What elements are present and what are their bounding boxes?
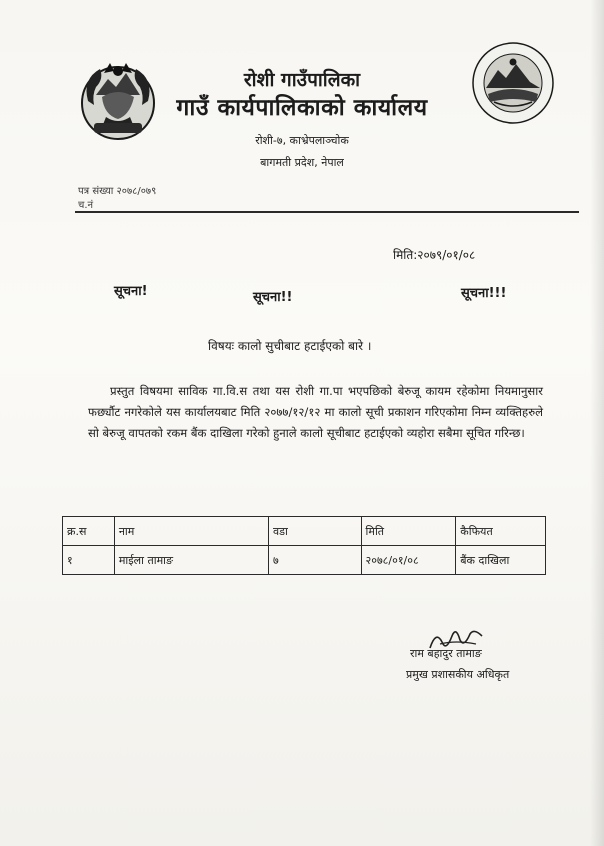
notice-label-1: सूचना! [114, 284, 148, 299]
office-name: गाउँ कार्यपालिकाको कार्यालय [176, 95, 428, 121]
records-table [62, 516, 546, 575]
municipality-name: रोशी गाउँपालिका [243, 69, 361, 91]
notice-label-2: सूचना!! [253, 290, 293, 305]
header-ward: वडा [269, 517, 362, 546]
body-text: प्रस्तुत विषयमा साविक गा.वि.स तथा यस रोशी गा.पा भएपछिको बेरुजू कायम रहेकोमा नियमानुसार फर्छ्यौट नगरेकोले यस कार्यालयबाट मिति २०७७/१२/१२ मा कालो सूची प्रकाशन गरिएकोमा निम्न व्यक्तिहरुले सो बेरुजू वापतको रकम बैंक दाखिला गरेको हुनाले कालो सूचीबाट हटाईएको व्यहोरा सबैमा सूचित गरिन्छ। [88, 384, 543, 440]
subject-line: विषयः कालो सुचीबाट हटाईएको बारे । [208, 339, 372, 353]
header-divider [75, 211, 579, 213]
header-date: मिति [361, 517, 456, 546]
header-name: नाम [114, 517, 268, 546]
header-serial: क्र.स [63, 517, 115, 546]
signatory-title: प्रमुख प्रशासकीय अधिकृत [406, 668, 510, 681]
dispatch-number: च.नं [78, 200, 94, 211]
letter-number: पत्र संख्या २०७८/०७९ [78, 186, 157, 197]
signatory-name: राम बहादुर तामाङ [410, 647, 482, 660]
cell-name: माईला तामाङ [114, 546, 268, 575]
header-remarks: कैफियत [456, 517, 546, 546]
body-paragraph [88, 381, 543, 444]
cell-ward: ७ [269, 546, 362, 575]
cell-remarks: बैंक दाखिला [456, 546, 546, 575]
cell-serial: १ [63, 546, 115, 575]
table-row [63, 546, 546, 575]
province-name: बागमती प्रदेश, नेपाल [260, 156, 344, 169]
document-date: मिति:२०७९/०१/०८ [393, 248, 476, 262]
office-address: रोशी-७, काभ्रेपलाञ्चोक [255, 134, 349, 147]
notice-label-3: सूचना!!! [461, 286, 507, 301]
table-header-row [63, 517, 546, 546]
scan-shadow [590, 0, 604, 846]
cell-date: २०७८/०१/०८ [361, 546, 456, 575]
